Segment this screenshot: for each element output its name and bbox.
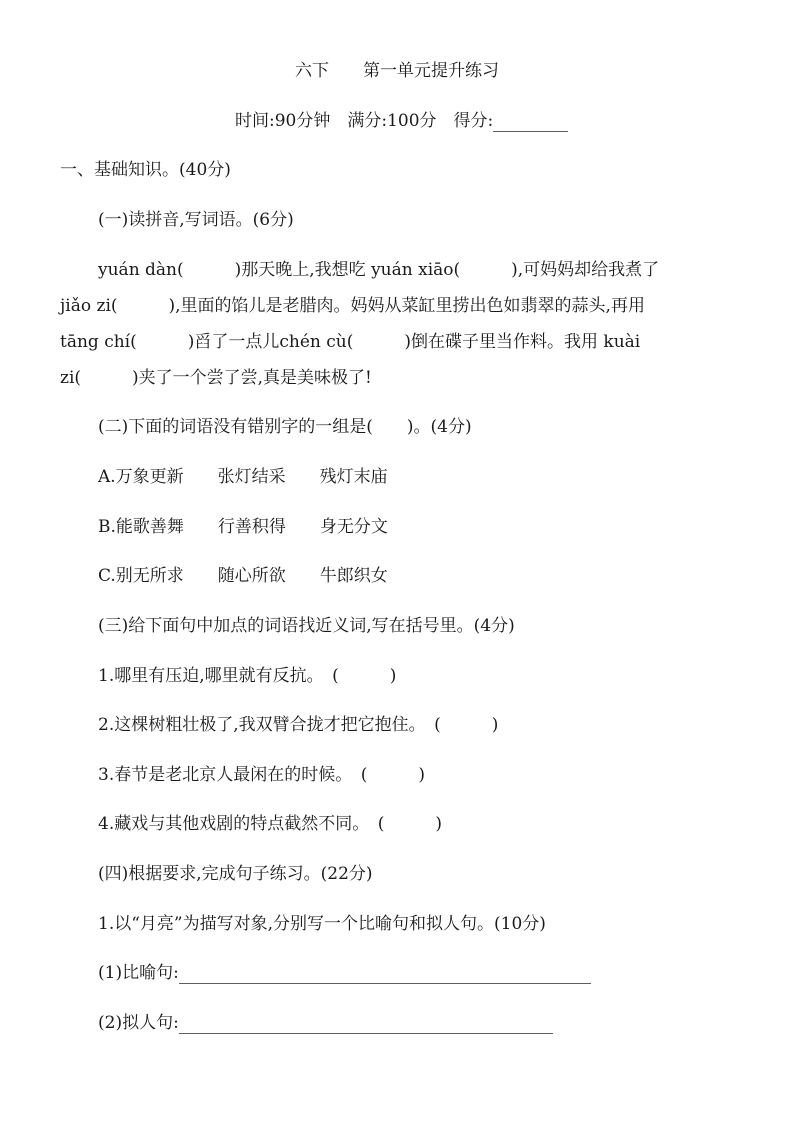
option-c[interactable]: C.别无所求 随心所欲 牛郎织女 <box>98 566 388 586</box>
score-blank[interactable] <box>493 113 568 132</box>
passage-line-3: tāng chí( )舀了一点儿chén cù( )倒在碟子里当作料。我用 kuài <box>60 332 641 352</box>
part1-heading: (一)读拼音,写词语。(6分) <box>98 210 294 230</box>
part3-heading: (三)给下面句中加点的词语找近义词,写在括号里。(4分) <box>98 616 515 636</box>
simile-answer-row <box>98 962 591 984</box>
exam-meta-text: 时间:90分钟 满分:100分 得分: <box>235 111 494 131</box>
synonym-item-4: 4.藏戏与其他戏剧的特点截然不同。 ( ) <box>98 814 442 834</box>
exam-meta <box>235 110 568 132</box>
part2-heading: (二)下面的词语没有错别字的一组是( )。(4分) <box>98 417 472 437</box>
part4-question-1: 1.以“月亮”为描写对象,分别写一个比喻句和拟人句。(10分) <box>98 914 546 934</box>
personification-answer-row <box>98 1012 553 1034</box>
simile-label: (1)比喻句: <box>98 963 179 983</box>
synonym-item-3: 3.春节是老北京人最闲在的时候。 ( ) <box>98 765 425 785</box>
option-b[interactable]: B.能歌善舞 行善积得 身无分文 <box>98 517 388 537</box>
passage-line-2: jiǎo zi( ),里面的馅儿是老腊肉。妈妈从菜缸里捞出色如翡翠的蒜头,再用 <box>60 296 645 316</box>
personification-answer-line[interactable] <box>179 1015 553 1034</box>
passage-line-4: zi( )夹了一个尝了尝,真是美味极了! <box>60 368 372 388</box>
personification-label: (2)拟人句: <box>98 1013 179 1033</box>
part4-heading: (四)根据要求,完成句子练习。(22分) <box>98 864 373 884</box>
section-heading: 一、基础知识。(40分) <box>60 160 231 180</box>
option-a[interactable]: A.万象更新 张灯结采 残灯末庙 <box>98 467 388 487</box>
synonym-item-2: 2.这棵树粗壮极了,我双臂合拢才把它抱住。 ( ) <box>98 715 499 735</box>
page-title: 六下 第一单元提升练习 <box>295 61 499 81</box>
synonym-item-1: 1.哪里有压迫,哪里就有反抗。 ( ) <box>98 666 397 686</box>
simile-answer-line[interactable] <box>179 965 591 984</box>
passage-line-1: yuán dàn( )那天晚上,我想吃 yuán xiāo( ),可妈妈却给我煮了 <box>98 260 660 280</box>
